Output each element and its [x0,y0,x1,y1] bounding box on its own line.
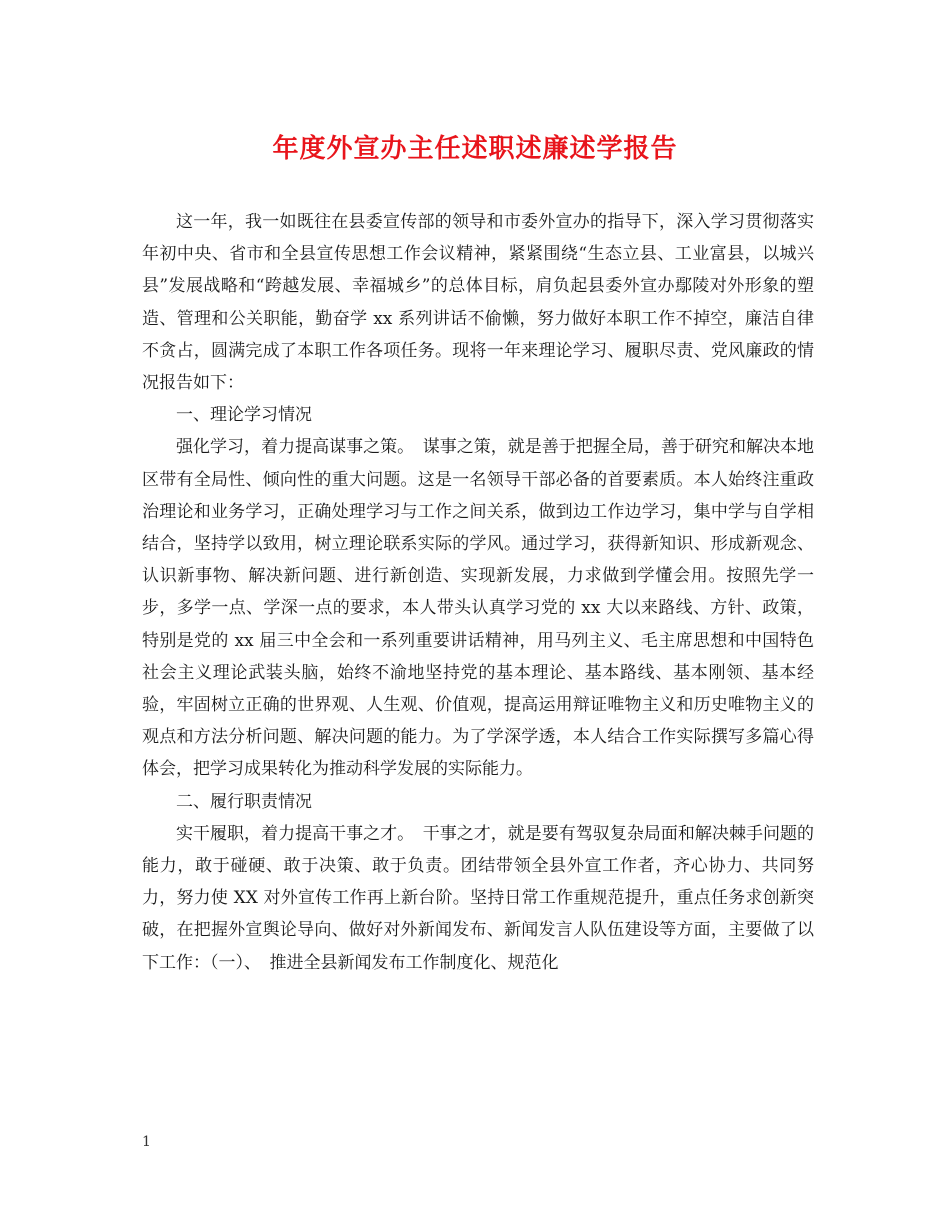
document-body [142,206,814,979]
paragraph-duties: 实干履职，着力提高干事之才。 干事之才，就是要有驾驭复杂局面和解决棘手问题的能力，敢于碰硬、敢于决策、敢于负责。团结带领全县外宣工作者，齐心协力、共同努力，努力使 XX 对外宣传工作再上新台阶。坚持日常工作重规范提升，重点任务求创新突破，在把握外宣舆论导向、做好对外新闻发布、新闻发言人队伍建设等方面，主要做了以下工作：（一）、 推进全县新闻发布工作制度化、规范化 [142,823,814,973]
page-number: 1 [142,1134,151,1150]
paragraph-theory-study: 强化学习，着力提高谋事之策。 谋事之策，就是善于把握全局，善于研究和解决本地区带有全局性、倾向性的重大问题。这是一名领导干部必备的首要素质。本人始终注重政治理论和业务学习，正确处理学习与工作之间关系，做到边工作边学习，集中学与自学相结合，坚持学以致用，树立理论联系实际的学风。通过学习，获得新知识、形成新观念、认识新事物、解决新问题、进行新创造、实现新发展，力求做到学懂会用。按照先学一步，多学一点、学深一点的要求，本人带头认真学习党的 xx 大以来路线、方针、政策，特别是党的 xx 届三中全会和一系列重要讲话精神，用马列主义、毛主席思想和中国特色社会主义理论武装头脑，始终不渝地坚持党的基本理论、基本路线、基本刚领、基本经验，牢固树立正确的世界观、人生观、价值观，提高运用辩证唯物主义和历史唯物主义的观点和方法分析问题、解决问题的能力。为了学深学透，本人结合工作实际撰写多篇心得体会，把学习成果转化为推动科学发展的实际能力。 [142,437,814,780]
document-title: 年度外宣办主任述职述廉述学报告 [272,134,678,164]
section-heading-theory-study: 一、理论学习情况 [176,405,312,426]
paragraph-intro: 这一年，我一如既往在县委宣传部的领导和市委外宣办的指导下，深入学习贯彻落实年初中央、省市和全县宣传思想工作会议精神，紧紧围绕“生态立县、工业富县，以城兴县”发展战略和“跨越发展、幸福城乡”的总体目标，肩负起县委外宣办鄢陵对外形象的塑造、管理和公关职能，勤奋学 xx 系列讲话不偷懒，努力做好本职工作不掉空，廉洁自律不贪占，圆满完成了本职工作各项任务。现将一年来理论学习、履职尽责、党风廉政的情况报告如下： [142,212,814,394]
section-heading-duties: 二、履行职责情况 [176,791,312,812]
